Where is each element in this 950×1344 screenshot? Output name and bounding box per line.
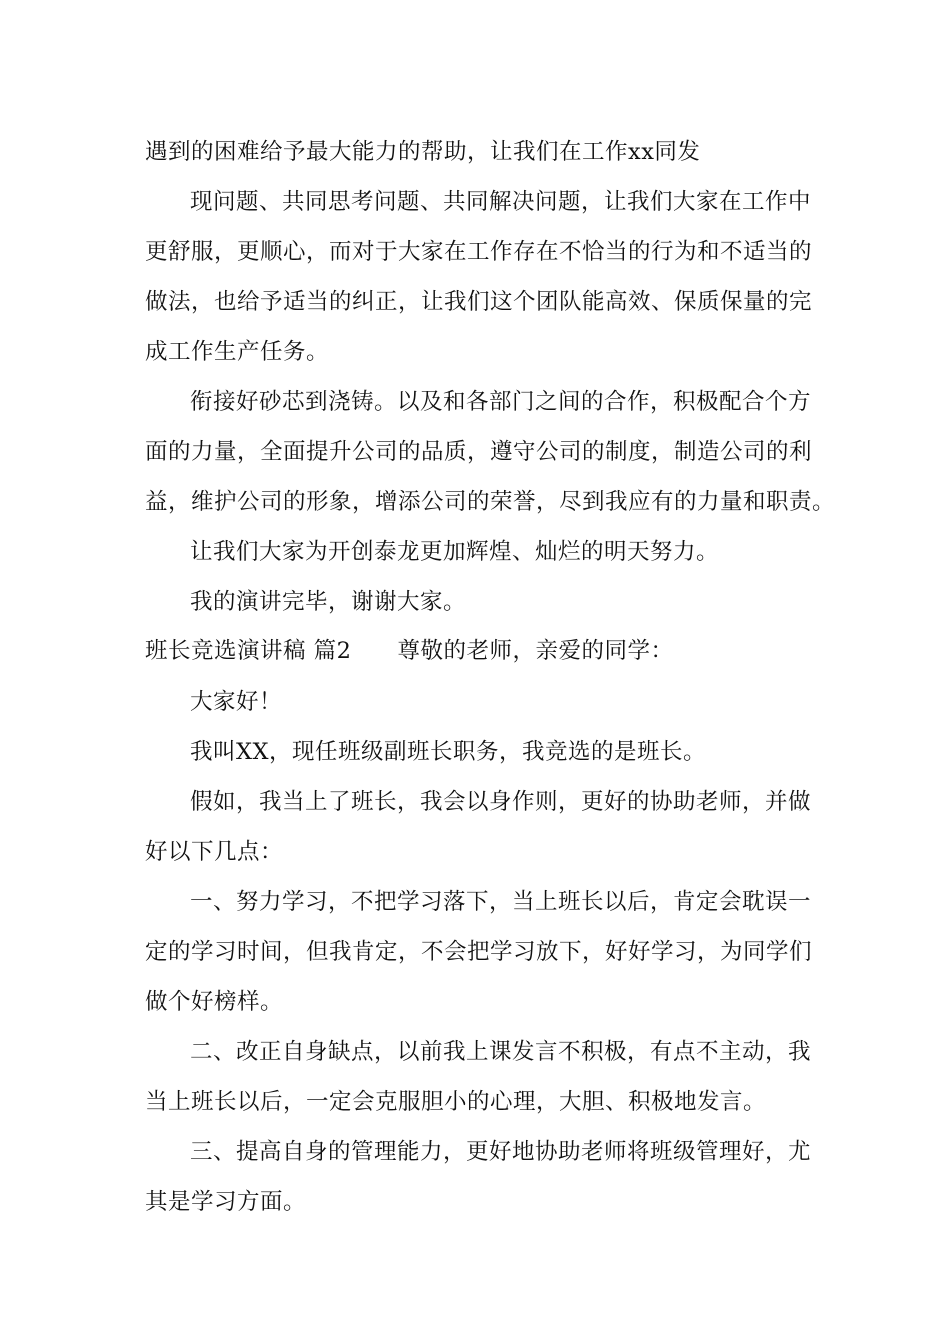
text-line: 做法，也给予适当的纠正，让我们这个团队能高效、保质保量的完 — [145, 289, 813, 315]
text-line: 现问题、共同思考问题、共同解决问题，让我们大家在工作中 — [190, 189, 812, 215]
heading-greeting: 尊敬的老师，亲爱的同学： — [397, 638, 674, 664]
text-line: 让我们大家为开创泰龙更加辉煌、灿烂的明天努力。 — [190, 539, 720, 565]
text-line: 三、提高自身的管理能力，更好地协助老师将班级管理好，尤 — [190, 1139, 812, 1165]
text-line: 假如，我当上了班长，我会以身作则，更好的协助老师，并做 — [190, 789, 812, 815]
text-line: 当上班长以后，一定会克服胆小的心理，大胆、积极地发言。 — [145, 1089, 767, 1115]
text-line: 我的演讲完毕，谢谢大家。 — [190, 589, 467, 615]
text-line: 大家好！ — [190, 689, 283, 715]
text-line: 我叫XX，现任班级副班长职务，我竞选的是班长。 — [190, 739, 707, 765]
text-line: 其是学习方面。 — [145, 1189, 307, 1215]
text-line: 更舒服，更顺心，而对于大家在工作存在不恰当的行为和不适当的 — [145, 239, 813, 265]
section-heading — [145, 636, 810, 666]
heading-title: 班长竞选演讲稿 篇2 — [145, 638, 352, 664]
text-line: 好以下几点： — [145, 839, 284, 865]
text-line: 衔接好砂芯到浇铸。以及和各部门之间的合作，积极配合个方 — [190, 389, 812, 415]
text-line: 遇到的困难给予最大能力的帮助，让我们在工作xx同发 — [145, 139, 701, 165]
text-line: 益，维护公司的形象，增添公司的荣誉，尽到我应有的力量和职责。 — [145, 489, 836, 515]
text-line: 一、努力学习，不把学习落下，当上班长以后，肯定会耽误一 — [190, 889, 812, 915]
text-line: 二、改正自身缺点，以前我上课发言不积极，有点不主动，我 — [190, 1039, 812, 1065]
text-line: 成工作生产任务。 — [145, 339, 330, 365]
text-line: 定的学习时间，但我肯定，不会把学习放下，好好学习，为同学们 — [145, 939, 813, 965]
text-line: 做个好榜样。 — [145, 989, 284, 1015]
text-line: 面的力量，全面提升公司的品质，遵守公司的制度，制造公司的利 — [145, 439, 813, 465]
